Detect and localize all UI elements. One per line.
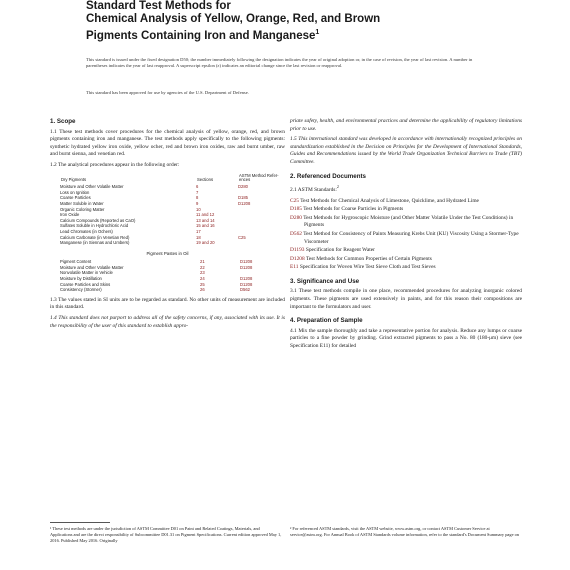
procedure-sections: 15 and 16 — [196, 223, 215, 229]
footnote-marker: 2 — [336, 184, 339, 190]
reference-title: Test Methods for Hygroscopic Moisture (and Other Matter Volatile Under the Test Conditions) in Pigments — [303, 214, 514, 229]
procedure-name: Moisture by Distillation — [60, 276, 102, 282]
paragraph-1-5: 1.5 This international standard was developed in accordance with internationally recognized principles on standardization established in the Decision on Principles for the Development of International Standards, Guides and Recommendations issued by the World Trade Organization Technical Barriers to Trade (TBT) Committee. — [290, 136, 522, 165]
procedure-sections: 8 — [196, 195, 199, 201]
reference-item — [290, 215, 522, 230]
reference-code-link[interactable]: D1193 — [290, 247, 305, 254]
procedure-sections: 18 — [196, 234, 201, 240]
procedure-sections: 19 and 20 — [196, 240, 215, 246]
reference-item — [290, 247, 522, 255]
pigment-paste-rows — [60, 259, 280, 293]
reference-item — [290, 198, 522, 206]
title-footnote-marker: 1 — [315, 29, 320, 36]
procedure-name: Moisture and Other Volatile Matter — [60, 264, 124, 270]
title-line: Chemical Analysis of Yellow, Orange, Red, and Brown — [86, 13, 381, 25]
reference-item — [290, 264, 522, 272]
document-title — [86, 0, 506, 43]
procedure-name: Pigment Content — [60, 259, 92, 265]
procedure-name: Calcium Carbonate (in Venetian Red) — [60, 234, 130, 240]
procedure-sections: 24 — [200, 276, 205, 282]
procedure-reference[interactable]: D1208 — [240, 276, 253, 282]
procedure-sections: 26 — [200, 287, 205, 293]
section-heading-referenced-documents: 2. Referenced Documents — [290, 172, 366, 180]
reference-item — [290, 206, 522, 214]
procedure-reference — [238, 240, 280, 246]
procedure-sections: 13 and 14 — [196, 217, 215, 223]
reference-item — [290, 231, 522, 246]
procedure-sections: 25 — [200, 281, 205, 287]
procedure-name: Calcium Compounds (Reported as CaO) — [60, 217, 136, 223]
reference-code-link[interactable]: C25 — [290, 197, 299, 204]
reference-title: Specification for Reagent Water — [305, 247, 375, 254]
procedure-name: Matter Soluble in Water — [60, 200, 104, 206]
reference-title: Test Methods for Chemical Analysis of Limestone, Quicklime, and Hydrated Lime — [300, 197, 479, 204]
section-heading-preparation: 4. Preparation of Sample — [290, 317, 363, 325]
table-subhead-pastes: Pigment Pastes in Oil — [146, 250, 189, 256]
table-header-references: ASTM Method Refer-ences — [239, 172, 279, 183]
reference-code-link[interactable]: D280 — [290, 214, 302, 221]
procedure-reference[interactable]: C25 — [238, 234, 246, 240]
procedure-sections: 21 — [200, 259, 205, 265]
procedure-sections: 7 — [196, 189, 199, 195]
paragraph-1-3: 1.3 The values stated in SI units are to be regarded as standard. No other units of measurement are included in this standard. — [50, 296, 285, 311]
procedure-sections: 10 — [196, 206, 201, 212]
procedure-name: Manganese (in Siennas and Umbers) — [60, 240, 130, 246]
reference-item — [290, 256, 522, 264]
paragraph-3-1: 3.1 These test methods compile in one place, recommended procedures for analyzing inorganic colored pigments. These pigments are used extensively in paints, and for this reason their compositions are important to the formulators and user. — [290, 288, 522, 310]
procedure-name: Coarse Particles and Skins — [60, 281, 111, 287]
dry-pigments-rows — [60, 184, 280, 246]
table-row — [60, 240, 280, 246]
title-line: Standard Test Methods for — [86, 0, 231, 12]
procedure-sections: 11 and 12 — [196, 212, 215, 218]
procedure-reference[interactable]: D1208 — [240, 259, 253, 265]
referenced-standards-list — [290, 198, 522, 272]
procedure-reference[interactable]: D185 — [238, 195, 249, 201]
dod-notice: This standard has been approved for use by agencies of the U.S. Department of Defense. — [86, 90, 249, 95]
procedure-name: Loss on Ignition — [60, 189, 90, 195]
paragraph-1-4-continued: priate safety, health, and environmental practices and determine the applicability of regulatory limitations prior to use. — [290, 118, 522, 132]
footnote-1: ¹ These test methods are under the jurisdiction of ASTM Committee D01 on Paint and Related Coatings, Materials, and Applications and are the direct responsibility of Subcommittee D01.31 on Pigment Specifications. Current edition approved May 1, 2016. Published May 2016. Originally — [50, 526, 282, 543]
procedure-reference[interactable]: D1208 — [240, 264, 253, 270]
astm-standards-intro: 2.1 ASTM Standards:$^2$ — [290, 184, 339, 193]
reference-title: Test Methods for Coarse Particles in Pigments — [303, 206, 404, 213]
procedure-name: Nonvolatile Matter in Vehicle — [60, 270, 113, 276]
section-heading-scope: 1. Scope — [50, 118, 76, 125]
left-column — [50, 118, 285, 333]
section-heading-significance: 3. Significance and Use — [290, 277, 360, 285]
paragraph-1-2: 1.2 The analytical procedures appear in the following order: — [50, 161, 180, 168]
paste-procedures-table — [60, 259, 280, 293]
procedure-name: Iron Oxide — [60, 212, 80, 218]
procedure-sections: 22 — [200, 264, 205, 270]
procedure-name: Coarse Particles — [60, 195, 91, 201]
title-line: Pigments Containing Iron and Manganese$^1$ — [86, 29, 320, 42]
procedure-reference[interactable]: D1208 — [240, 281, 253, 287]
paragraph-4-1: 4.1 Mix the sample thoroughly and take a representative portion for analysis. Reduce any lumps or coarse particles to a fine powder by grinding. Grind extracted pigments to pass a No. 80 (180-μm) sieve (see Specification E11) for detailed — [290, 327, 522, 350]
procedure-sections: 17 — [196, 228, 201, 234]
procedure-name: Lead Chromates (in Ochers) — [60, 228, 113, 234]
procedure-sections: 23 — [200, 270, 205, 276]
reference-title: Test Methods for Common Properties of Certain Pigments — [305, 255, 432, 262]
procedure-sections: 6 — [196, 184, 199, 190]
reference-code-link[interactable]: E11 — [290, 264, 299, 271]
designation-notice: This standard is issued under the fixed designation D50; the number immediately following the designation indicates the year of original adoption or, in the case of revision, the year of last revision. A number in parentheses indicates the year of last reapproval. A superscript epsilon (ε) indicates an editorial change since the last revision or reapproval. — [86, 57, 473, 68]
footnote-rule — [50, 522, 110, 523]
reference-code-link[interactable]: D1208 — [290, 255, 305, 262]
procedure-name: Sulfates Soluble in Hydrochloric Acid — [60, 223, 129, 229]
procedures-table — [60, 173, 280, 246]
procedure-name: Consistency (Stormer) — [60, 287, 102, 293]
table-header-sections: Sections — [197, 177, 214, 183]
procedure-reference[interactable]: D280 — [238, 184, 249, 190]
reference-code-link[interactable]: D562 — [290, 230, 302, 237]
paragraph-1-1: 1.1 These test methods cover procedures for the chemical analysis of yellow, orange, red, and brown pigments containing iron and manganese. The test methods apply specifically to the following pigments: synthetic hydrated yellow iron oxide, yellow ocher, red and brown iron oxides, raw and burnt umber, raw and burnt sienna, and venetian red. — [50, 128, 285, 158]
procedure-reference[interactable]: D1208 — [238, 200, 251, 206]
footnote-2: ² For referenced ASTM standards, visit the ASTM website, www.astm.org, or contact ASTM Customer Service at service@astm.org. For Annual Book of ASTM Standards volume information, refer to the standard's Document Summary page on — [290, 526, 519, 537]
procedure-reference[interactable]: D562 — [240, 287, 251, 293]
procedure-name: Moisture and Other Volatile Matter — [60, 184, 124, 190]
procedure-sections: 9 — [196, 200, 199, 206]
paragraph-1-4: 1.4 This standard does not purport to address all of the safety concerns, if any, associated with its use. It is the responsibility of the user of this standard to establish appro- — [50, 315, 285, 329]
reference-title: Test Method for Consistency of Paints Measuring Krebs Unit (KU) Viscosity Using a Stormer-Type Viscometer — [303, 230, 519, 245]
table-header-pigments: Dry Pigments — [61, 177, 87, 183]
right-column — [290, 118, 522, 354]
reference-title: Specification for Woven Wire Test Sieve Cloth and Test Sieves — [299, 264, 436, 271]
procedure-name: Organic Coloring Matter — [60, 206, 105, 212]
reference-code-link[interactable]: D185 — [290, 206, 302, 213]
